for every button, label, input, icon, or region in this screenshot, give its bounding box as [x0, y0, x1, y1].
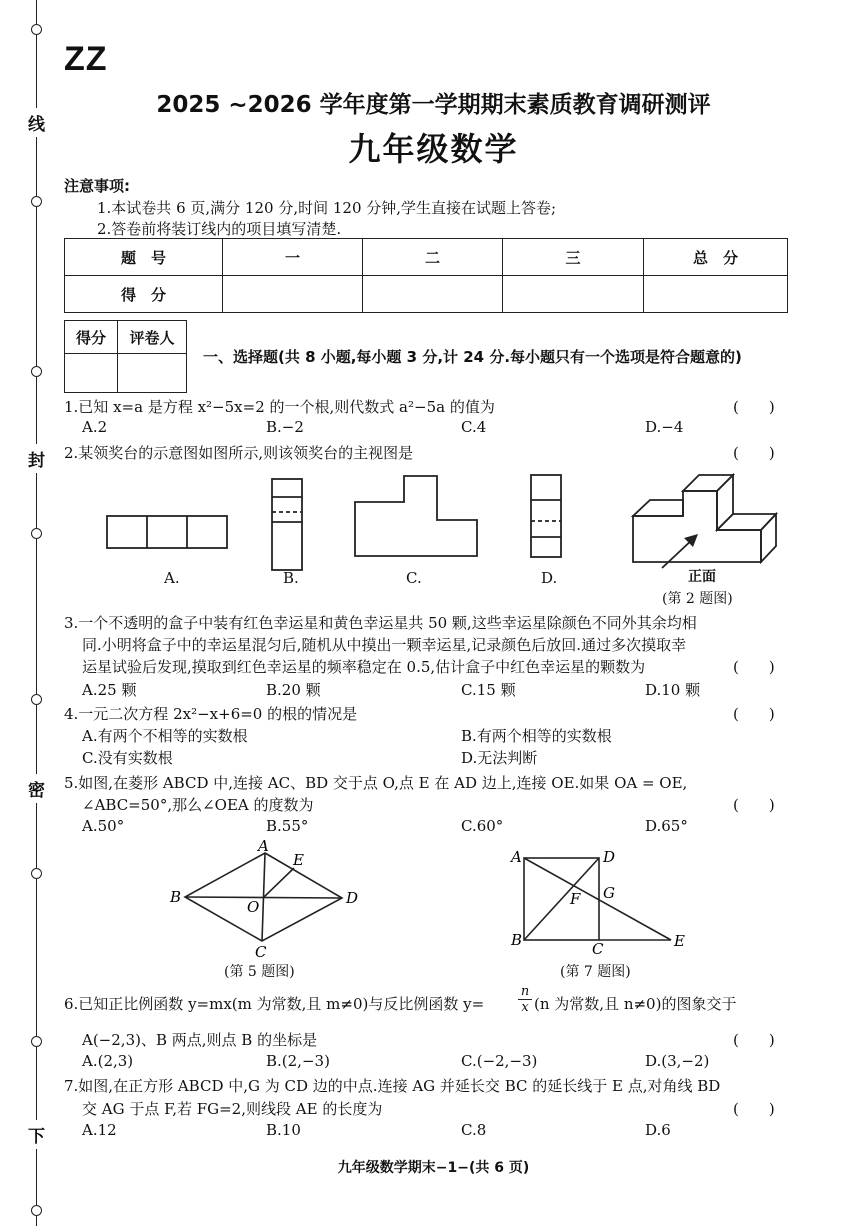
option-a: A.(2,3): [82, 1052, 134, 1070]
q2-front-label: 正面: [688, 569, 716, 585]
question-1: 1.已知 x=a 是方程 x²−5x=2 的一个根,则代数式 a²−5a 的值为: [64, 398, 495, 416]
score-cell[interactable]: [223, 276, 363, 313]
fig7-label-a: A: [511, 848, 522, 866]
q2-label-a: A.: [164, 569, 180, 587]
score-cell[interactable]: [644, 276, 788, 313]
option-b: B.(2,−3): [266, 1052, 330, 1070]
section-heading: 一、选择题(共 8 小题,每小题 3 分,计 24 分.每小题只有一个选项是符合题意的): [203, 348, 742, 366]
question-5-line: ∠ABC=50°,那么∠OEA 的度数为: [82, 796, 314, 814]
binding-char-seal: 封: [28, 444, 45, 473]
answer-blank[interactable]: ( ): [733, 796, 775, 814]
grader-score-cell[interactable]: [65, 354, 118, 393]
logo: ZZ: [64, 40, 108, 78]
q7-figure-caption: (第 7 题图): [560, 964, 631, 980]
fig5-label-a: A: [258, 837, 269, 855]
notice-item: 1.本试卷共 6 页,满分 120 分,时间 120 分钟,学生直接在试题上答卷;: [97, 199, 557, 217]
fig7-label-d: D: [603, 848, 616, 866]
q5-figure-caption: (第 5 题图): [224, 964, 295, 980]
q2-label-c: C.: [406, 569, 422, 587]
answer-blank[interactable]: ( ): [733, 658, 775, 676]
binding-hole: [31, 868, 42, 879]
fig5-label-c: C: [255, 943, 267, 961]
notice-heading: 注意事项:: [64, 177, 130, 195]
exam-title: 2025 ~2026 学年度第一学期期末素质教育调研测评: [156, 92, 711, 118]
binding-char-line: 线: [28, 108, 45, 137]
q2-label-d: D.: [541, 569, 558, 587]
question-6-line: 6.已知正比例函数 y=mx(m 为常数,且 m≠0)与反比例函数 y=: [64, 995, 485, 1013]
q2-option-d-figure: [531, 475, 561, 557]
binding-hole: [31, 528, 42, 539]
exam-subject: 九年级数学: [348, 130, 519, 168]
option-a: A.25 颗: [82, 681, 137, 699]
q2-label-b: B.: [283, 569, 299, 587]
answer-blank[interactable]: ( ): [733, 398, 775, 416]
grader-name-label: 评卷人: [118, 321, 187, 354]
fig7-label-c: C: [592, 940, 604, 958]
binding-hole: [31, 366, 42, 377]
answer-blank[interactable]: ( ): [733, 1031, 775, 1049]
page-footer: 九年级数学期末−1−(共 6 页): [337, 1160, 530, 1176]
score-cell[interactable]: [363, 276, 503, 313]
question-2: 2.某领奖台的示意图如图所示,则该领奖台的主视图是: [64, 444, 414, 462]
grader-score-label: 得分: [65, 321, 118, 354]
fig5-label-b: B: [170, 888, 182, 906]
option-b: B.55°: [266, 817, 309, 835]
binding-hole: [31, 196, 42, 207]
fig7-label-f: F: [570, 890, 581, 908]
option-b: B.有两个相等的实数根: [461, 727, 612, 745]
option-a: A.有两个不相等的实数根: [82, 727, 248, 745]
option-d: D.10 颗: [645, 681, 701, 699]
binding-hole: [31, 24, 42, 35]
grader-box: [64, 320, 187, 393]
question-6-line: (n 为常数,且 n≠0)的图象交于: [534, 995, 737, 1013]
question-3-line: 运星试验后发现,摸取到红色幸运星的频率稳定在 0.5,估计盒子中红色幸运星的颗数为: [82, 658, 646, 676]
answer-blank[interactable]: ( ): [733, 444, 775, 462]
fig7-label-b: B: [511, 931, 523, 949]
fraction-numerator: n: [518, 984, 532, 1000]
option-a: A.2: [82, 418, 108, 436]
q2-podium-figure: [633, 475, 776, 562]
binding-char-down: 下: [28, 1120, 45, 1149]
option-a: A.12: [82, 1121, 117, 1139]
arrow-icon: [662, 538, 694, 568]
score-cell[interactable]: [503, 276, 644, 313]
q2-figure-caption: (第 2 题图): [662, 591, 733, 607]
option-d: D.65°: [645, 817, 688, 835]
score-header-total: 总 分: [644, 239, 788, 276]
binding-hole: [31, 1205, 42, 1216]
option-c: C.(−2,−3): [461, 1052, 538, 1070]
binding-char-close: 密: [28, 774, 45, 803]
notice-item: 2.答卷前将装订线内的项目填写清楚.: [97, 220, 342, 238]
question-4: 4.一元二次方程 2x²−x+6=0 的根的情况是: [64, 705, 358, 723]
binding-hole: [31, 694, 42, 705]
question-7-line: 7.如图,在正方形 ABCD 中,G 为 CD 边的中点.连接 AG 并延长交 BC 的延长线于 E 点,对角线 BD: [64, 1077, 721, 1095]
q2-option-a-figure: [107, 516, 227, 548]
option-c: C.8: [461, 1121, 487, 1139]
question-3-line: 3.一个不透明的盒子中装有红色幸运星和黄色幸运星共 50 颗,这些幸运星除颜色不同外其余均相: [64, 614, 697, 632]
option-d: D.无法判断: [461, 749, 538, 767]
option-c: C.60°: [461, 817, 504, 835]
score-table: [64, 238, 788, 313]
grader-name-cell[interactable]: [118, 354, 187, 393]
score-header-label: 题 号: [65, 239, 223, 276]
score-header-part1: 一: [223, 239, 363, 276]
answer-blank[interactable]: ( ): [733, 1100, 775, 1118]
question-7-line: 交 AG 于点 F,若 FG=2,则线段 AE 的长度为: [82, 1100, 383, 1118]
q2-option-b-figure: [272, 479, 302, 570]
option-c: C.4: [461, 418, 487, 436]
score-row-label: 得 分: [65, 276, 223, 313]
binding-hole: [31, 1036, 42, 1047]
fig5-label-o: O: [247, 898, 260, 916]
option-c: C.15 颗: [461, 681, 516, 699]
fraction-denominator: x: [521, 1000, 529, 1015]
question-6-line: A(−2,3)、B 两点,则点 B 的坐标是: [82, 1031, 318, 1049]
fig5-label-d: D: [346, 889, 359, 907]
fig7-label-g: G: [603, 884, 615, 902]
question-5-line: 5.如图,在菱形 ABCD 中,连接 AC、BD 交于点 O,点 E 在 AD 边上,连接 OE.如果 OA = OE,: [64, 774, 688, 792]
q2-option-c-figure: [355, 476, 477, 556]
fig7-label-e: E: [674, 932, 685, 950]
option-b: B.10: [266, 1121, 301, 1139]
score-header-part3: 三: [503, 239, 644, 276]
option-b: B.−2: [266, 418, 304, 436]
score-header-part2: 二: [363, 239, 503, 276]
question-3-line: 同.小明将盒子中的幸运星混匀后,随机从中摸出一颗幸运星,记录颜色后放回.通过多次摸取幸: [82, 636, 687, 654]
option-a: A.50°: [82, 817, 125, 835]
answer-blank[interactable]: ( ): [733, 705, 775, 723]
option-b: B.20 颗: [266, 681, 321, 699]
option-d: D.−4: [645, 418, 684, 436]
option-d: D.(3,−2): [645, 1052, 710, 1070]
q6-fraction: [518, 984, 532, 1015]
option-d: D.6: [645, 1121, 671, 1139]
option-c: C.没有实数根: [82, 749, 173, 767]
fig5-label-e: E: [293, 851, 304, 869]
